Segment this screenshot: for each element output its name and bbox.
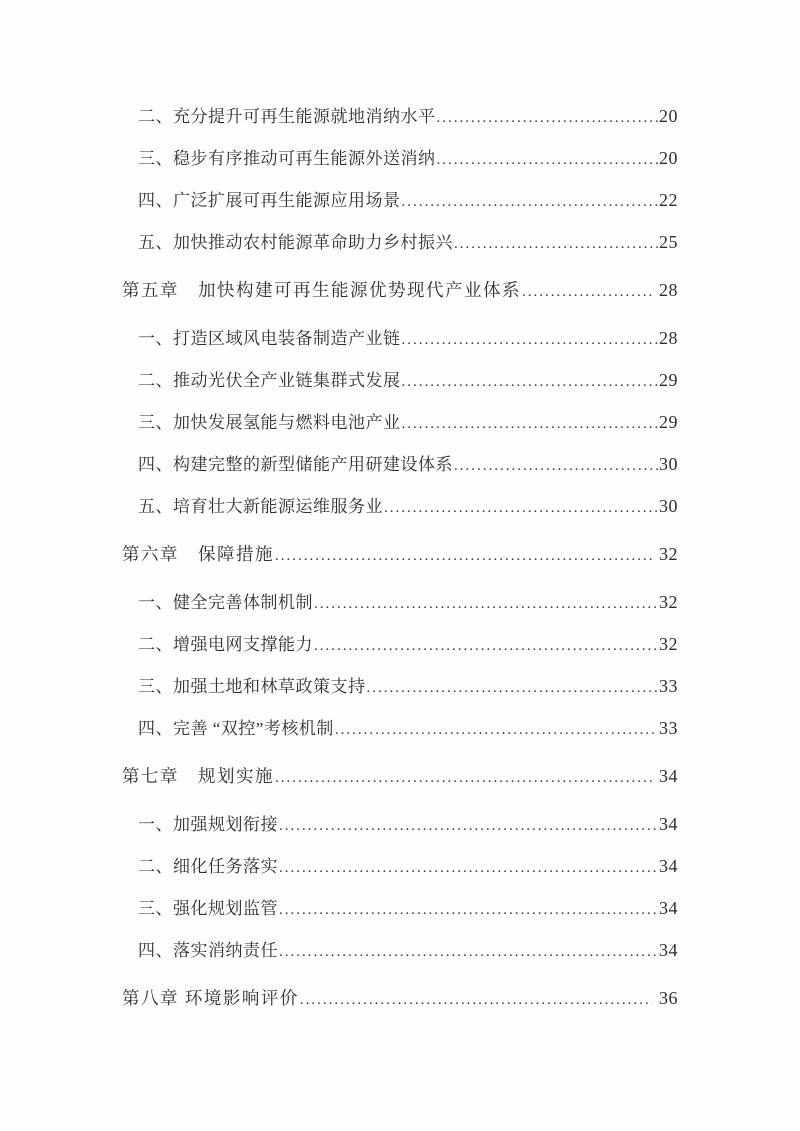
toc-entry	[122, 853, 678, 879]
dot-leader	[275, 763, 652, 791]
toc-entry-page-number: 32	[659, 544, 678, 564]
toc-entry-label: 二、细化任务落实	[138, 857, 278, 876]
toc-entry-page-number: 20	[659, 106, 678, 126]
dot-leader	[402, 368, 659, 395]
toc-entry	[122, 325, 678, 351]
toc-entry-label: 一、打造区域风电装备制造产业链	[138, 329, 401, 348]
toc-entry-label: 四、完善 “双控”考核机制	[138, 719, 334, 738]
toc-entry-page-number: 33	[659, 676, 678, 696]
toc-entry-page-number: 34	[659, 856, 678, 876]
toc-entry-label: 第八章 环境影响评价	[122, 988, 299, 1008]
dot-leader	[335, 716, 658, 743]
toc-entry-page-number: 29	[659, 370, 678, 390]
toc-entry-label: 一、加强规划衔接	[138, 815, 278, 834]
toc-entry-page-number: 28	[659, 280, 678, 300]
toc-entry	[122, 493, 678, 519]
toc-entry-page-number: 22	[659, 190, 678, 210]
toc-entry-page-number: 32	[659, 634, 678, 654]
toc-entry	[122, 103, 678, 129]
dot-leader	[279, 938, 658, 965]
toc-entry	[122, 715, 678, 741]
toc-entry-page-number: 30	[659, 496, 678, 516]
toc-entry-label: 第五章 加快构建可再生能源优势现代产业体系	[122, 280, 521, 300]
toc-entry	[122, 985, 678, 1011]
dot-leader	[454, 230, 658, 257]
dot-leader	[314, 632, 658, 659]
toc-entry-page-number: 29	[659, 412, 678, 432]
dot-leader	[522, 277, 652, 305]
toc-entry	[122, 631, 678, 657]
toc-entry	[122, 229, 678, 255]
toc-entry	[122, 811, 678, 837]
dot-leader	[279, 854, 658, 881]
toc-entry-page-number: 32	[659, 592, 678, 612]
toc-entry	[122, 895, 678, 921]
toc-entry-label: 第七章 规划实施	[122, 766, 274, 786]
dot-leader	[279, 812, 658, 839]
toc-entry	[122, 763, 678, 789]
toc-entry-page-number: 25	[659, 232, 678, 252]
dot-leader	[275, 541, 652, 569]
toc-entry	[122, 187, 678, 213]
dot-leader	[384, 494, 658, 521]
toc-entry	[122, 541, 678, 567]
toc-entry-label: 三、稳步有序推动可再生能源外送消纳	[138, 149, 436, 168]
toc-entry	[122, 367, 678, 393]
dot-leader	[402, 188, 659, 215]
dot-leader	[437, 104, 659, 131]
toc-entry-label: 三、加强土地和林草政策支持	[138, 677, 366, 696]
toc-entry-label: 四、广泛扩展可再生能源应用场景	[138, 191, 401, 210]
toc-entry	[122, 409, 678, 435]
toc-entry-label: 二、推动光伏全产业链集群式发展	[138, 371, 401, 390]
dot-leader	[300, 985, 652, 1013]
dot-leader	[454, 452, 658, 479]
toc-entry-label: 三、加快发展氢能与燃料电池产业	[138, 413, 401, 432]
toc-entry-page-number: 34	[659, 814, 678, 834]
toc-entry-label: 二、充分提升可再生能源就地消纳水平	[138, 107, 436, 126]
toc-entry-page-number: 34	[659, 898, 678, 918]
toc-entry-page-number: 20	[659, 148, 678, 168]
toc-entry-page-number: 28	[659, 328, 678, 348]
toc-entry-page-number: 33	[659, 718, 678, 738]
toc-entry-label: 三、强化规划监管	[138, 899, 278, 918]
toc-entry-page-number: 34	[659, 766, 678, 786]
toc-entry-label: 四、构建完整的新型储能产用研建设体系	[138, 455, 453, 474]
toc-entry-page-number: 34	[659, 940, 678, 960]
toc-entry	[122, 937, 678, 963]
toc-entry	[122, 589, 678, 615]
dot-leader	[279, 896, 658, 923]
toc-entry-label: 二、增强电网支撑能力	[138, 635, 313, 654]
toc-entry-page-number: 30	[659, 454, 678, 474]
toc-entry	[122, 277, 678, 303]
toc-entry-page-number: 36	[659, 988, 678, 1008]
toc-entry-label: 五、加快推动农村能源革命助力乡村振兴	[138, 233, 453, 252]
toc-entry-label: 四、落实消纳责任	[138, 941, 278, 960]
toc-entry-label: 第六章 保障措施	[122, 544, 274, 564]
dot-leader	[367, 674, 659, 701]
dot-leader	[402, 326, 659, 353]
toc-entry-label: 一、健全完善体制机制	[138, 593, 313, 612]
toc-entry	[122, 673, 678, 699]
toc-list	[122, 103, 678, 1033]
dot-leader	[402, 410, 659, 437]
dot-leader	[314, 590, 658, 617]
toc-entry-label: 五、培育壮大新能源运维服务业	[138, 497, 383, 516]
toc-entry	[122, 145, 678, 171]
dot-leader	[437, 146, 659, 173]
toc-entry	[122, 451, 678, 477]
